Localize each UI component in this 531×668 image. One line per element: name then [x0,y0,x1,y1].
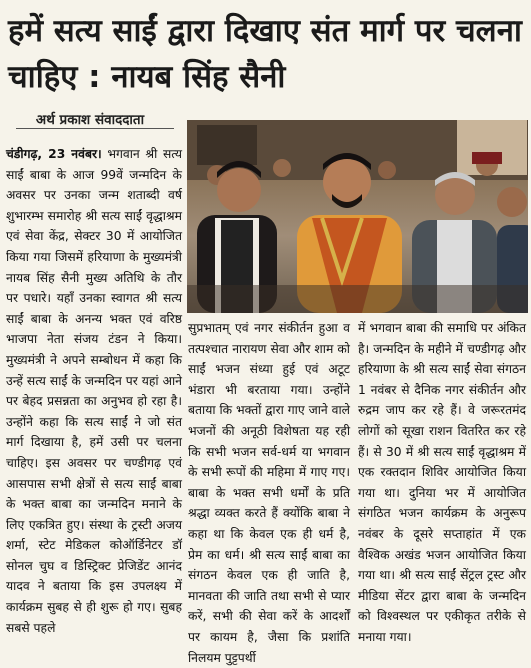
headline: हमें सत्य साईं द्वारा दिखाए संत मार्ग पर चलना चाहिए : नायब सिंह सैनी [8,13,522,95]
byline-divider [16,128,174,129]
byline: अर्थ प्रकाश संवाददाता [35,112,145,128]
article-column-2: सुप्रभातम् एवं नगर संकीर्तन हुआ व तत्पश्चात नारायण सेवा और शाम को साईं भजन संध्या हुई एवं अटूट भंडारा भी बरताया गया। उन्होंने बताया कि भक्तों द्वारा गाए जाने वाले भजनों की अनूठी विशेषता यह रही कि सभी भजन सर्व-धर्म या भगवान के सभी रूपों की महिमा में गाए गए। बाबा के भक्त सभी धर्मों के प्रति श्रद्धा व्यक्त करते हैं क्योंकि बाबा ने कहा था कि केवल एक ही धर्म है, प्रेम का धर्म। श्री सत्य साईं बाबा का संगठन केवल एक ही जाति है, मानवता की जाति तथा सभी से प्यार करें, सभी की सेवा करें के आदर्शों पर कायम है, जैसा कि प्रशांति निलयम पुट्टपर्थी [188,321,350,665]
dateline: चंडीगढ़, 23 नवंबर। [6,147,102,161]
photo-illustration [187,120,528,313]
news-photo [187,120,528,313]
article-column-1 [6,144,182,638]
article-column-3: में भगवान बाबा की समाधि पर अंकित है। जन्मदिन के महीने में चण्डीगढ़ और हरियाणा के श्री सत्य साईं सेवा संगठन 1 नवंबर से दैनिक नगर संकीर्तन और रुद्रम जाप कर रहे हैं। वे जरूरतमंद लोगों को सूखा राशन वितरित कर रहे हैं। से 30 में श्री सत्य साईं वृद्धाश्रम में एक रक्तदान शिविर आयोजित किया गया था। दुनिया भर में आयोजित संगठित भजन कार्यक्रम के अनुरूप नवंबर के दूसरे सप्ताहांत में एक वैश्विक अखंड भजन आयोजित किया गया था। श्री सत्य साईं सेंट्रल ट्रस्ट और मीडिया सेंटर द्वारा बाबा के जन्मदिन को विश्वस्थल पर एकीकृत तरीके से मनाया गया। [358,321,526,644]
column-1-text: भगवान श्री सत्य साईं बाबा के आज 99वें जन्मदिन के अवसर पर उनका जन्म शताब्दी वर्ष शुभारम्भ समारोह श्री सत्य साईं वृद्धाश्रम एवं सेवा केंद्र, सेक्टर 30 में आयोजित किया गया जिसमें हरियाणा के मुख्यमंत्री नायब सिंह सैनी मुख्य अतिथि के तौर पर पधारे। यहाँ उनका स्वागत श्री सत्य साईं बाबा के अनन्य भक्त एवं वरिष्ठ भाजपा नेता संजय टंडन ने किया। मुख्यमंत्री ने अपने सम्बोधन में कहा कि उन्हें सत्य साईं के जन्मदिन पर यहां आने पर बेहद प्रसन्नता का अनुभव हो रहा है। उन्होंने कहा कि सत्य साईं ने जो संत मार्ग दिखाया है, हमें उसी पर चलना चाहिए। इस अवसर पर चण्डीगढ़ एवं आसपास सभी क्षेत्रों से सत्य साईं बाबा के भक्त बाबा का जन्मदिन मनाने के लिए एकत्रित हुए। संस्था के ट्रस्टी अजय शर्मा, स्टेट मेडिकल कोऑर्डिनेटर डॉ सोनल चुघ व डिस्ट्रिक्ट प्रेजिडेंट आनंद यादव ने बताया कि इस उपलक्ष्य में कार्यक्रम सुबह से ही शुरू हो गए। सुबह सबसे पहले [6,147,183,635]
